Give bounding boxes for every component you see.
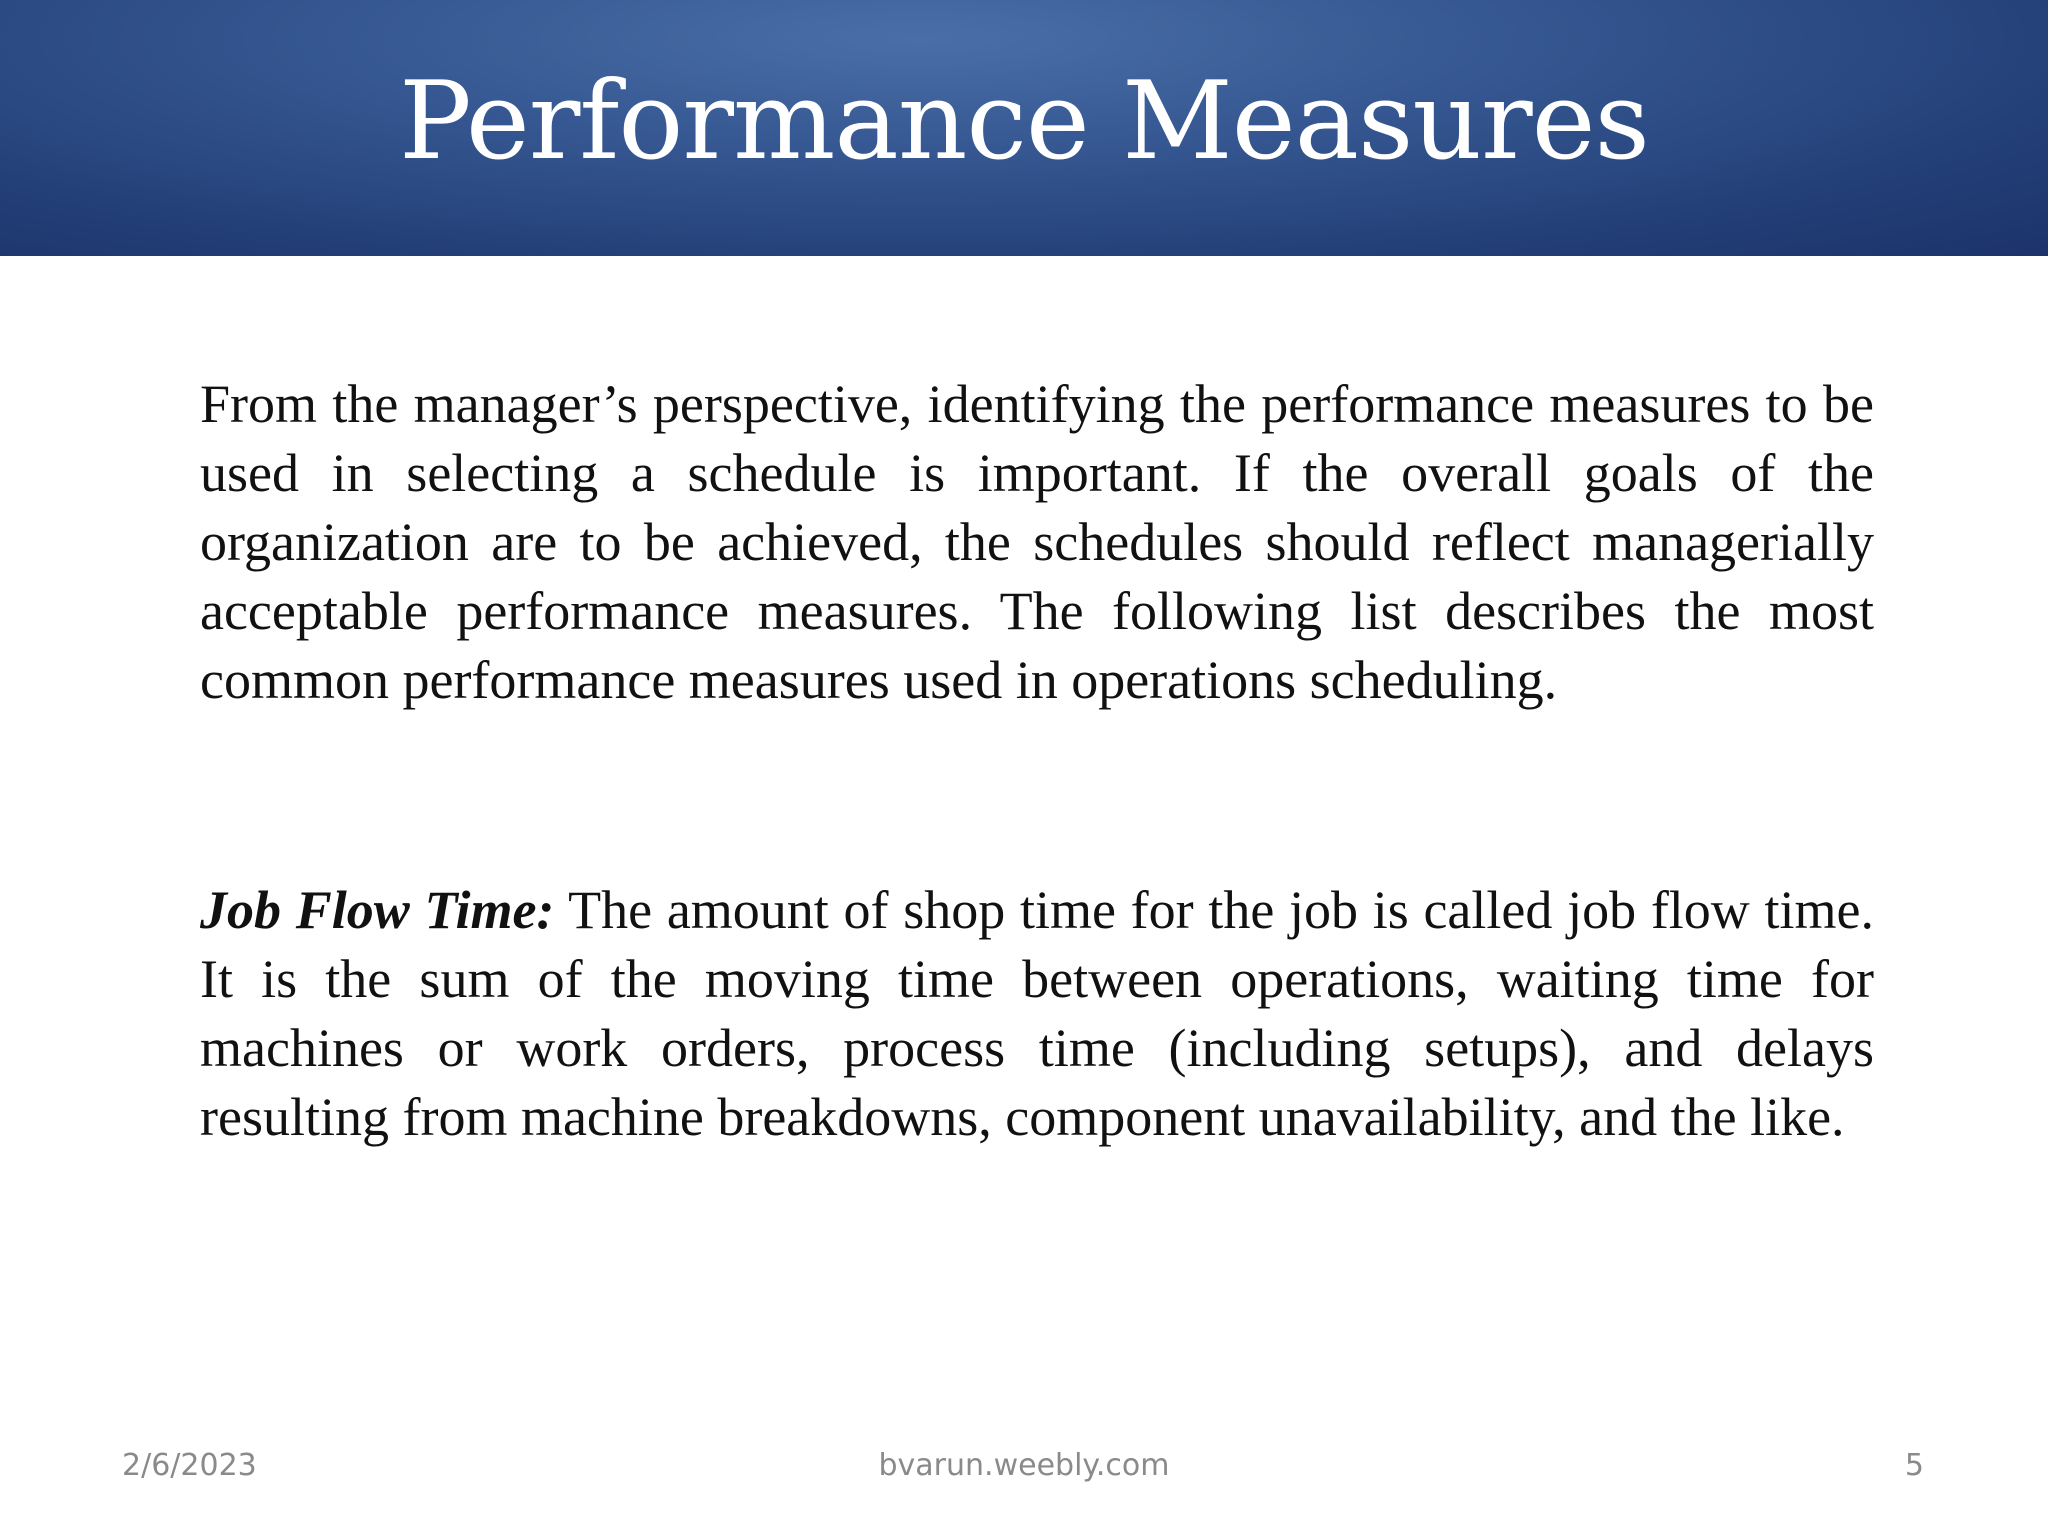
job-flow-time-term: Job Flow Time: [200,880,555,940]
title-banner [0,0,2048,256]
intro-paragraph: From the manager’s perspective, identifying the performance measures to be used in selecting a schedule is important. If the overall goals of the organization are to be achieved, the schedules should reflect managerially acceptable performance measures. The following list describes the most common performance measures used in operations scheduling. [200,374,1874,710]
footer-date: 2/6/2023 [122,1448,257,1483]
job-flow-time-paragraph [200,876,1874,1152]
footer-website: bvarun.weebly.com [878,1448,1170,1483]
job-flow-time-definition: The amount of shop time for the job is called job flow time. It is the sum of the moving time between operations, waiting time for machines or work orders, process time (including setups), and delays resulting from machine breakdowns, component unavailability, and the like. [200,880,1874,1147]
footer-page-number: 5 [1904,1448,1924,1483]
slide-title: Performance Measures [399,59,1649,184]
